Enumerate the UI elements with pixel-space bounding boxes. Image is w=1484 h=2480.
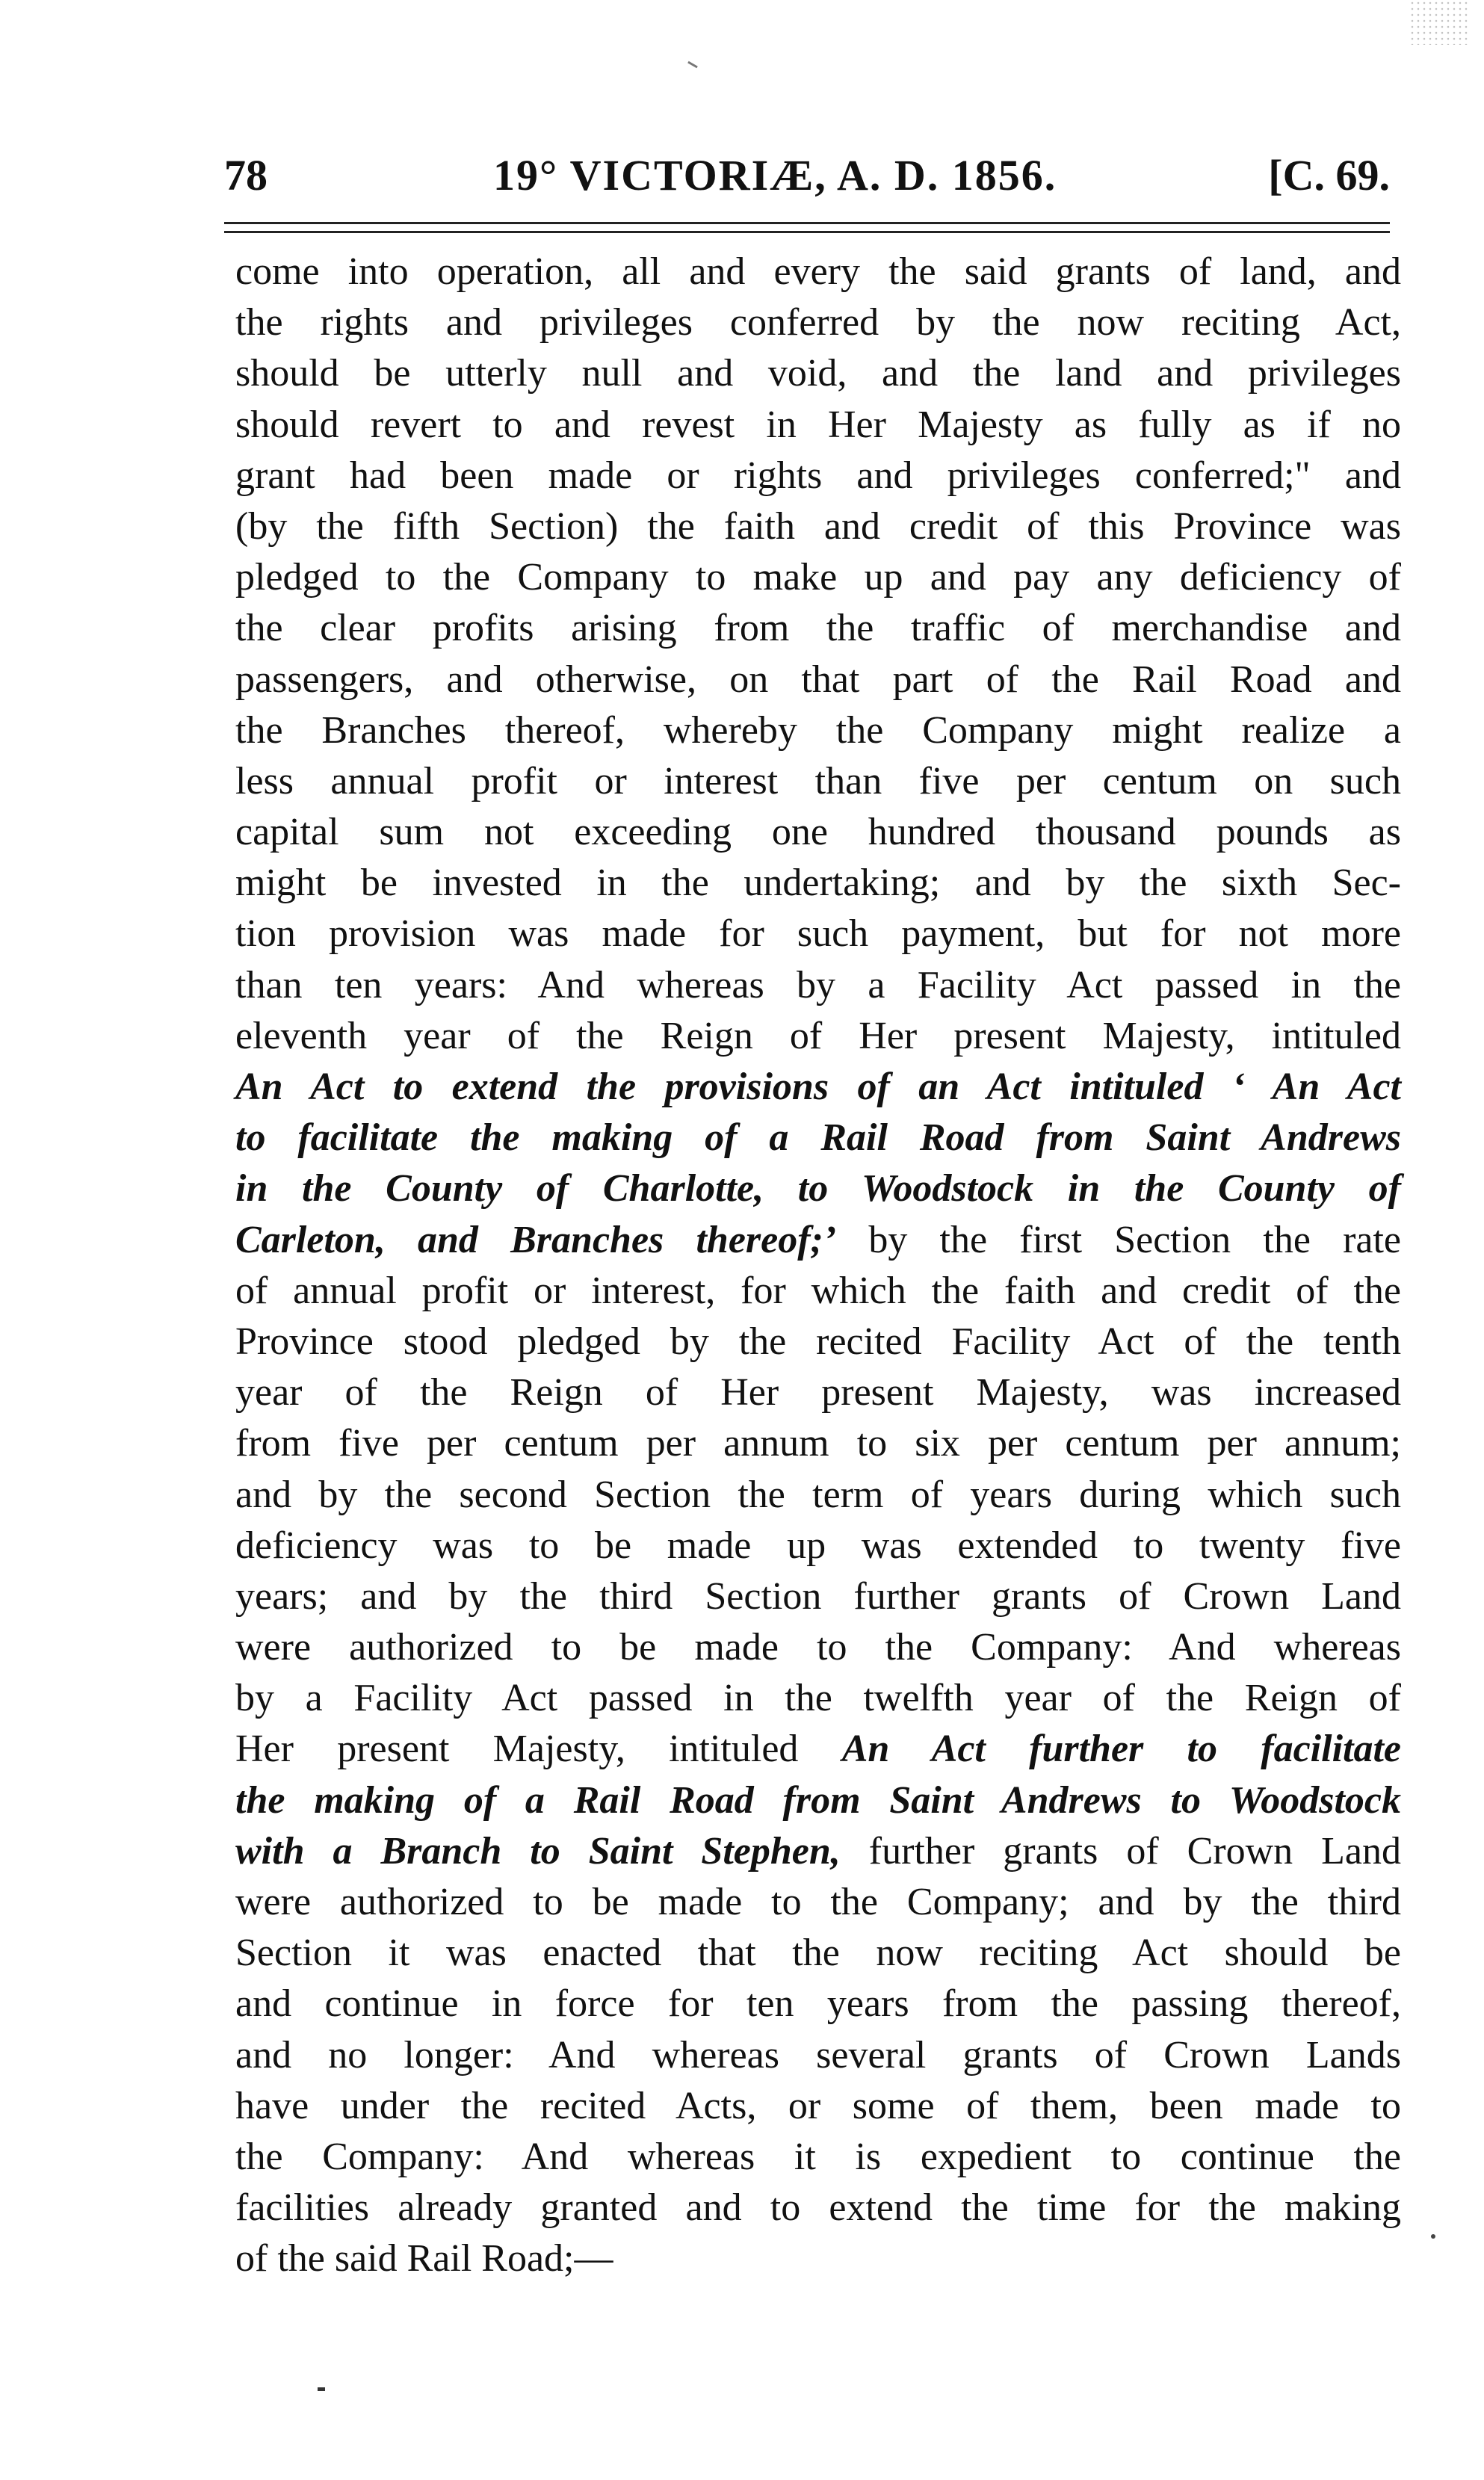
text-line — [235, 603, 1401, 654]
body-text — [235, 247, 1401, 2285]
text-segment: were authorized to be made to the Company: And whereas — [235, 1626, 1401, 1669]
margin-mark — [1431, 2234, 1435, 2239]
text-line — [235, 1367, 1401, 1418]
text-segment: (by the fifth Section) the faith and credit of this Province was — [235, 504, 1401, 548]
text-line — [235, 348, 1401, 399]
text-line — [235, 1317, 1401, 1367]
text-line — [235, 1215, 1401, 1266]
text-line — [235, 1418, 1401, 1469]
text-segment: the Branches thereof, whereby the Company might realize a — [235, 708, 1401, 752]
text-line — [235, 400, 1401, 451]
text-line — [235, 807, 1401, 858]
header-rule-bottom — [224, 231, 1390, 233]
text-segment: years; and by the third Section further grants of Crown Land — [235, 1574, 1401, 1618]
text-line — [235, 1622, 1401, 1673]
text-segment: Her present Majesty, intituled — [235, 1728, 842, 1771]
text-line — [235, 2132, 1401, 2183]
text-segment: of annual profit or interest, for which the faith and credit of the — [235, 1269, 1401, 1312]
text-line — [235, 1979, 1401, 2029]
scan-margin-speckle — [1409, 0, 1469, 45]
text-segment: facilities already granted and to extend the time for the making — [235, 2186, 1401, 2230]
text-line — [235, 655, 1401, 705]
text-segment: by a Facility Act passed in the twelfth year of the Reign of — [235, 1677, 1401, 1720]
text-line — [235, 1011, 1401, 1062]
text-segment: Section it was enacted that the now reciting Act should be — [235, 1932, 1401, 1975]
ink-speck — [318, 2387, 325, 2391]
text-segment: should revert to and revest in Her Majesty as fully as if no — [235, 403, 1401, 446]
text-line — [235, 2030, 1401, 2081]
text-line — [235, 756, 1401, 807]
text-segment: deficiency was to be made up was extended to twenty five — [235, 1524, 1401, 1567]
text-segment: pledged to the Company to make up and pay any deficiency of — [235, 556, 1401, 599]
text-line — [235, 1724, 1401, 1775]
text-line — [235, 1877, 1401, 1928]
text-segment: the Company: And whereas it is expedient to continue the — [235, 2135, 1401, 2178]
text-line — [235, 2233, 1401, 2284]
text-line — [235, 705, 1401, 756]
text-segment: further grants of Crown Land — [840, 1829, 1401, 1873]
text-segment: capital sum not exceeding one hundred thousand pounds as — [235, 811, 1401, 854]
italic-text-segment: the making of a Rail Road from Saint Andrews to Woodstock — [235, 1778, 1401, 1822]
text-segment: less annual profit or interest than five per centum on such — [235, 759, 1401, 803]
text-segment: year of the Reign of Her present Majesty, was increased — [235, 1371, 1401, 1414]
text-line — [235, 1571, 1401, 1622]
text-segment: the rights and privileges conferred by the now reciting Act, — [235, 301, 1401, 344]
text-segment: might be invested in the undertaking; and by the sixth Sec- — [235, 862, 1401, 905]
scan-mark — [687, 61, 698, 69]
text-line — [235, 501, 1401, 552]
running-header — [224, 146, 1390, 205]
chapter-reference: [C. 69. — [1268, 151, 1390, 200]
text-line — [235, 1113, 1401, 1163]
text-line — [235, 1928, 1401, 1979]
text-line — [235, 2081, 1401, 2132]
running-title: 19° VICTORIÆ, A. D. 1856. — [493, 151, 1057, 200]
text-line — [235, 960, 1401, 1011]
text-line — [235, 858, 1401, 909]
text-segment: passengers, and otherwise, on that part of the Rail Road and — [235, 658, 1401, 701]
text-segment: of the said Rail Road;— — [235, 2237, 613, 2280]
text-line — [235, 552, 1401, 603]
italic-text-segment: Carleton, and Branches thereof;’ — [235, 1218, 837, 1261]
header-rule-top — [224, 222, 1390, 224]
text-segment: tion provision was made for such payment, but for not more — [235, 912, 1401, 956]
text-line — [235, 1521, 1401, 1571]
text-segment: grant had been made or rights and privileges conferred;" and — [235, 454, 1401, 497]
text-line — [235, 1163, 1401, 1214]
text-line — [235, 297, 1401, 348]
italic-text-segment: in the County of Charlotte, to Woodstock in the County of — [235, 1167, 1401, 1210]
text-segment: eleventh year of the Reign of Her present Majesty, intituled — [235, 1014, 1401, 1057]
text-line — [235, 1266, 1401, 1317]
italic-text-segment: with a Branch to Saint Stephen, — [235, 1829, 841, 1873]
text-segment: were authorized to be made to the Company; and by the third — [235, 1881, 1401, 1923]
text-segment: and no longer: And whereas several grants of Crown Lands — [235, 2033, 1401, 2077]
text-segment: should be utterly null and void, and the land and privileges — [235, 352, 1401, 395]
text-segment: the clear profits arising from the traffic of merchandise and — [235, 607, 1401, 650]
text-line — [235, 1826, 1401, 1877]
text-segment: have under the recited Acts, or some of them, been made to — [235, 2084, 1401, 2127]
italic-text-segment: An Act to extend the provisions of an Act intituled ‘ An Act — [235, 1066, 1401, 1108]
text-line — [235, 1673, 1401, 1724]
text-segment: and by the second Section the term of years during which such — [235, 1473, 1401, 1516]
text-segment: and continue in force for ten years from the passing thereof, — [235, 1982, 1401, 2026]
italic-text-segment: to facilitate the making of a Rail Road from Saint Andrews — [235, 1116, 1401, 1160]
italic-text-segment: An Act further to facilitate — [841, 1728, 1401, 1771]
text-line — [235, 1470, 1401, 1521]
text-line — [235, 1775, 1401, 1826]
text-segment: from five per centum per annum to six per centum per annum; — [235, 1422, 1401, 1465]
text-segment: come into operation, all and every the said grants of land, and — [235, 250, 1401, 293]
text-line — [235, 247, 1401, 297]
page-number: 78 — [224, 151, 268, 200]
text-line — [235, 2183, 1401, 2233]
text-line — [235, 451, 1401, 501]
text-segment: by the first Section the rate — [836, 1218, 1402, 1261]
text-line — [235, 1062, 1401, 1113]
text-segment: than ten years: And whereas by a Facility Act passed in the — [235, 963, 1401, 1006]
text-line — [235, 909, 1401, 959]
text-segment: Province stood pledged by the recited Facility Act of the tenth — [235, 1320, 1401, 1363]
